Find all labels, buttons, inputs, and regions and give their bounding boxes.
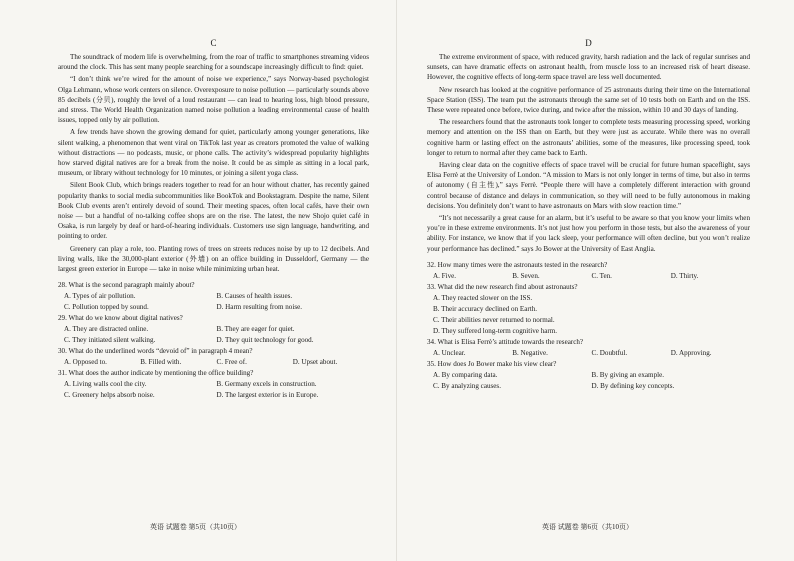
answer-option[interactable]: B. Seven. [512,271,540,280]
answer-option[interactable]: D. They suffered long-term cognitive harm. [433,326,558,335]
answer-option[interactable]: A. They reacted slower on the ISS. [433,293,533,302]
answer-option[interactable]: B. They are eager for quiet. [216,325,295,334]
question-stem: 29. What do we know about digital natives? [58,314,183,323]
answer-option[interactable]: C. Doubtful. [591,348,628,357]
answer-option[interactable]: D. Approving. [670,348,712,357]
passage-paragraph: New research has looked at the cognitive performance of 25 astronauts during their time on the International Space Station (ISS). The team put the astronauts through the same set of 10 tests both on Earth and on the ISS. These were repeated once before, twice during, and twice after the mission, within 10 and 30 days of landing. [427,85,750,115]
passage-paragraph: Silent Book Club, which brings readers together to read for an hour without chatter, has recently gained popularity thanks to social media subcommunities like BookTok and Bookstagram. Despite the name, Silent Book Club events aren’t entirely devoid of sound. Their meeting spaces, often local cafés, have their own noise — but a handful of no-talking coffee shops are on the rise. The latest, the new Shojo quiet café in Osaka, is run largely by deaf or hard-of-hearing individuals. Customers use sign language, handwriting, and pointing to order. [58,181,369,241]
answer-options [427,293,750,337]
passage-body [427,52,750,254]
answer-option[interactable]: C. Their abilities never returned to normal. [433,315,555,324]
passage-paragraph: The soundtrack of modern life is overwhelming, from the roar of traffic to smartphones streaming videos around the clock. This has sent many people searching for a soundscape increasingly difficult to find: quiet. [58,53,369,72]
answer-option[interactable]: A. By comparing data. [433,370,498,379]
answer-option[interactable]: C. Greenery helps absorb noise. [64,391,155,400]
answer-option[interactable]: B. By giving an example. [591,370,665,379]
question-list [58,280,369,401]
question-stem: 32. How many times were the astronauts tested in the research? [427,260,608,269]
answer-option[interactable]: B. Filled with. [140,358,182,367]
passage-title: D [585,38,592,48]
answer-option[interactable]: C. They initiated silent walking. [64,336,156,345]
answer-option[interactable]: A. Unclear. [433,348,466,357]
answer-option[interactable]: A. Living walls cool the city. [64,380,147,389]
answer-options [58,324,369,346]
question-stem: 34. What is Elisa Ferrè’s attitude towards the research? [427,337,584,346]
answer-option[interactable]: D. Upset about. [292,358,338,367]
answer-option[interactable]: C. Free of. [216,358,247,367]
answer-options [58,379,369,401]
answer-option[interactable]: D. By defining key concepts. [591,381,675,390]
answer-option[interactable]: A. Opposed to. [64,358,107,367]
answer-option[interactable]: D. They quit technology for good. [216,336,314,345]
passage-paragraph: “It’s not necessarily a great cause for an alarm, but it’s useful to be aware so that you know your limits when you’re in these extreme environments. It’s not just how you perform in those tests, but also the awareness of your ability. For instance, we know that if you lack sleep, your performance will often decline, but you won’t realize your performance has declined.” says Jo Bower at the University of East Anglia. [427,214,750,253]
answer-options [58,357,369,368]
answer-option[interactable]: A. Types of air pollution. [64,292,136,301]
question-stem: 30. What do the underlined words “devoid of” in paragraph 4 mean? [58,347,253,356]
question-stem: 28. What is the second paragraph mainly about? [58,281,195,290]
passage-paragraph: Greenery can play a role, too. Planting rows of trees on streets reduces noise by up to 12 decibels. And living walls, like the 30,000-plant exterior (外墙) on an office building in Dusseldorf, Germany — the largest green exterior in Europe — take in noise while minimizing urban heat. [58,244,369,274]
answer-options [58,291,369,313]
passage-title: C [210,38,217,48]
passage-paragraph: Having clear data on the cognitive effects of space travel will be crucial for future human spaceflight, says Elisa Ferrè at the University of London. “A mission to Mars is not only longer in terms of time, but also in terms of autonomy (自主性),” says Ferrè. “People there will have a completely different interaction with ground control because of distance and delays in communication, so they will need to be fully autonomous in making decisions. You definitely don’t want to have astronauts on Mars with slow reaction time.” [427,161,750,210]
answer-option[interactable]: A. Five. [433,271,457,280]
question-list [427,260,750,392]
page-footer: 英语 试题卷 第6页（共10页） [542,523,633,531]
answer-option[interactable]: C. Pollution topped by sound. [64,303,149,312]
answer-option[interactable]: C. Ten. [591,271,612,280]
answer-option[interactable]: B. Their accuracy declined on Earth. [433,304,538,313]
question-stem: 31. What does the author indicate by mentioning the office building? [58,369,254,378]
question-stem: 33. What did the new research find about astronauts? [427,282,578,291]
answer-option[interactable]: B. Negative. [512,348,548,357]
answer-options [427,348,750,359]
answer-options [427,271,750,282]
page-footer: 英语 试题卷 第5页（共10页） [150,523,241,531]
passage-paragraph: The researchers found that the astronauts took longer to complete tests measuring processing speed, working memory and attention on the ISS than on Earth, but they were just as accurate. While there was no overall cognitive harm or lasting effect on the astronauts’ abilities, some of the measures, like processing speed, took longer to return to normal after they came back to Earth. [427,118,750,157]
passage-paragraph: The extreme environment of space, with reduced gravity, harsh radiation and the lack of regular sunrises and sunsets, can have dramatic effects on astronaut health, from muscle loss to an increased risk of heart disease. However, the cognitive effects of long-term space travel are less well documented. [427,53,750,82]
answer-options [427,370,750,392]
answer-option[interactable]: A. They are distracted online. [64,325,149,334]
answer-option[interactable]: B. Germany excels in construction. [216,380,317,389]
passage-body [58,52,369,274]
answer-option[interactable]: B. Causes of health issues. [216,292,293,301]
answer-option[interactable]: D. The largest exterior is in Europe. [216,391,319,400]
answer-option[interactable]: D. Harm resulting from noise. [216,303,303,312]
passage-paragraph: A few trends have shown the growing demand for quiet, particularly among younger generations, like silent walking, a phenomenon that went viral on TikTok last year as creators promoted the value of walking without distractions — no podcasts, music, or phone calls. The activity’s widespread popularity highlights how starved digital natives are for a break from the noise. It could be as simple as sitting in a local park, museum, or library without technology for 10 minutes, or joining a silent yoga class. [58,128,369,178]
answer-option[interactable]: C. By analyzing causes. [433,381,501,390]
answer-option[interactable]: D. Thirty. [670,271,699,280]
question-stem: 35. How does Jo Bower make his view clear? [427,359,557,368]
passage-paragraph: “I don’t think we’re wired for the amount of noise we experience,” says Norway-based psychologist Olga Lehmann, whose work centers on silence. Overexposure to noise pollution — particularly sounds above 85 decibels (分贝), roughly the level of a loud restaurant — can lead to hearing loss, high blood pressure, and stress. The World Health Organization named noise pollution a leading environmental cause of health issues, topped only by air pollution. [58,75,369,125]
exam-page-right [397,0,794,561]
